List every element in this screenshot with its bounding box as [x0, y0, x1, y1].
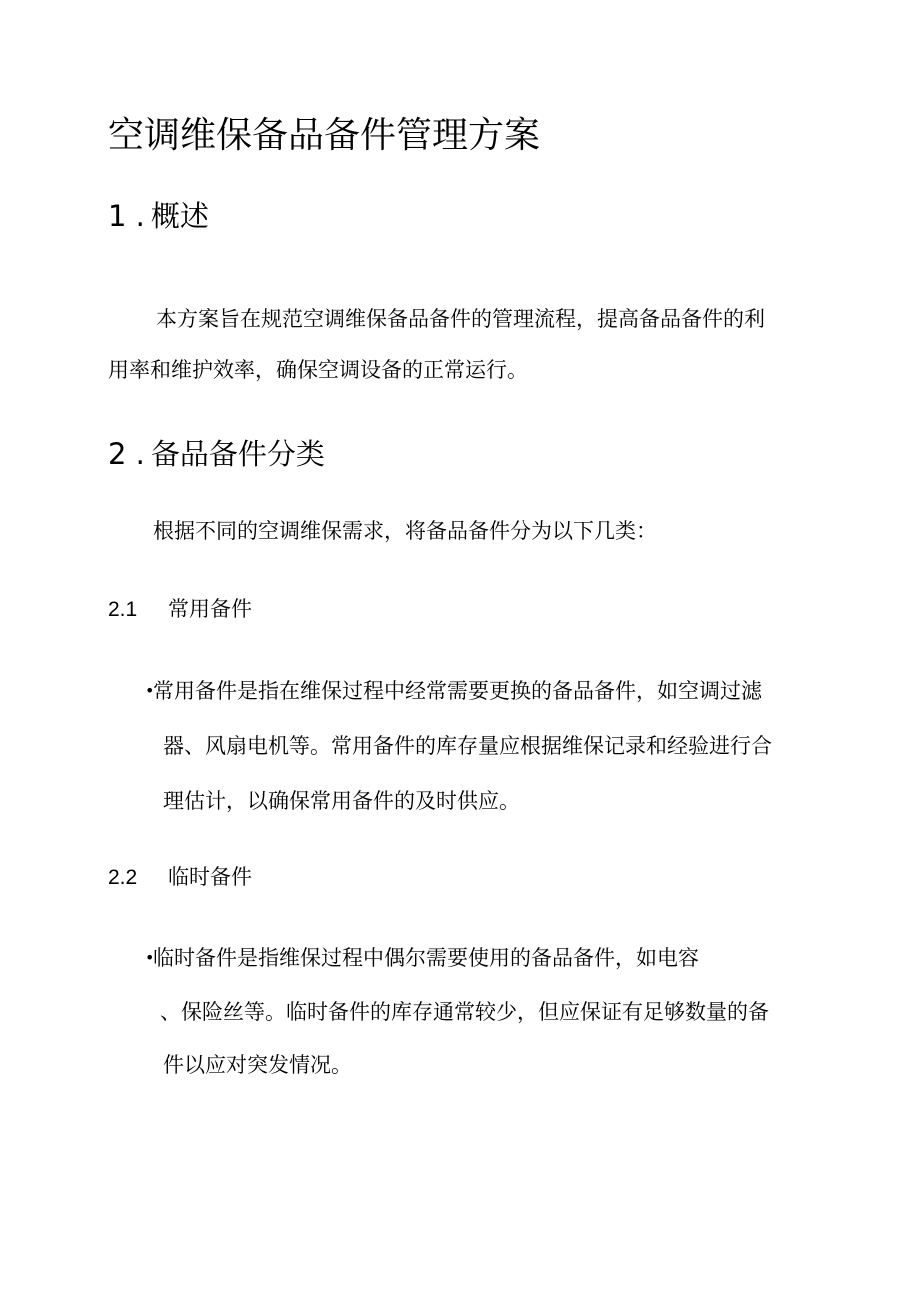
subsection-title: 常用备件: [168, 597, 252, 621]
document-title: 空调维保备品备件管理方案: [108, 115, 541, 156]
paragraph-line: 根据不同的空调维保需求，将备品备件分为以下几类：: [153, 519, 657, 543]
section-2-heading: [108, 434, 325, 474]
bullet-line: 理估计，以确保常用备件的及时供应。: [163, 789, 520, 813]
section-number: 1 .: [108, 199, 145, 233]
bullet-line: 临时备件是指维保过程中偶尔需要使用的备品备件，如电容: [153, 946, 699, 970]
paragraph-line: 用率和维护效率，确保空调设备的正常运行。: [108, 358, 528, 382]
bullet-line: 件以应对突发情况。: [163, 1053, 352, 1077]
bullet-item: [145, 943, 699, 973]
bullet-icon: •: [145, 681, 155, 700]
subsection-number: 2.2: [108, 866, 138, 889]
section-title: 备品备件分类: [150, 437, 325, 471]
bullet-item: [145, 676, 762, 706]
paragraph-line: 本方案旨在规范空调维保备品备件的管理流程，提高备品备件的利: [156, 307, 765, 331]
subsection-title: 临时备件: [168, 865, 252, 889]
bullet-icon: •: [145, 948, 155, 967]
bullet-line: 器、风扇电机等。常用备件的库存量应根据维保记录和经验进行合: [163, 734, 772, 758]
section-title: 概述: [150, 199, 209, 233]
section-1-heading: [108, 196, 209, 236]
subsection-number: 2.1: [108, 598, 138, 621]
bullet-line: 常用备件是指在维保过程中经常需要更换的备品备件，如空调过滤: [153, 679, 762, 703]
section-number: 2 .: [108, 437, 145, 471]
subsection-2-2-heading: [108, 862, 252, 893]
bullet-line: 、保险丝等。临时备件的库存通常较少，但应保证有足够数量的备: [160, 1000, 769, 1024]
subsection-2-1-heading: [108, 594, 252, 625]
